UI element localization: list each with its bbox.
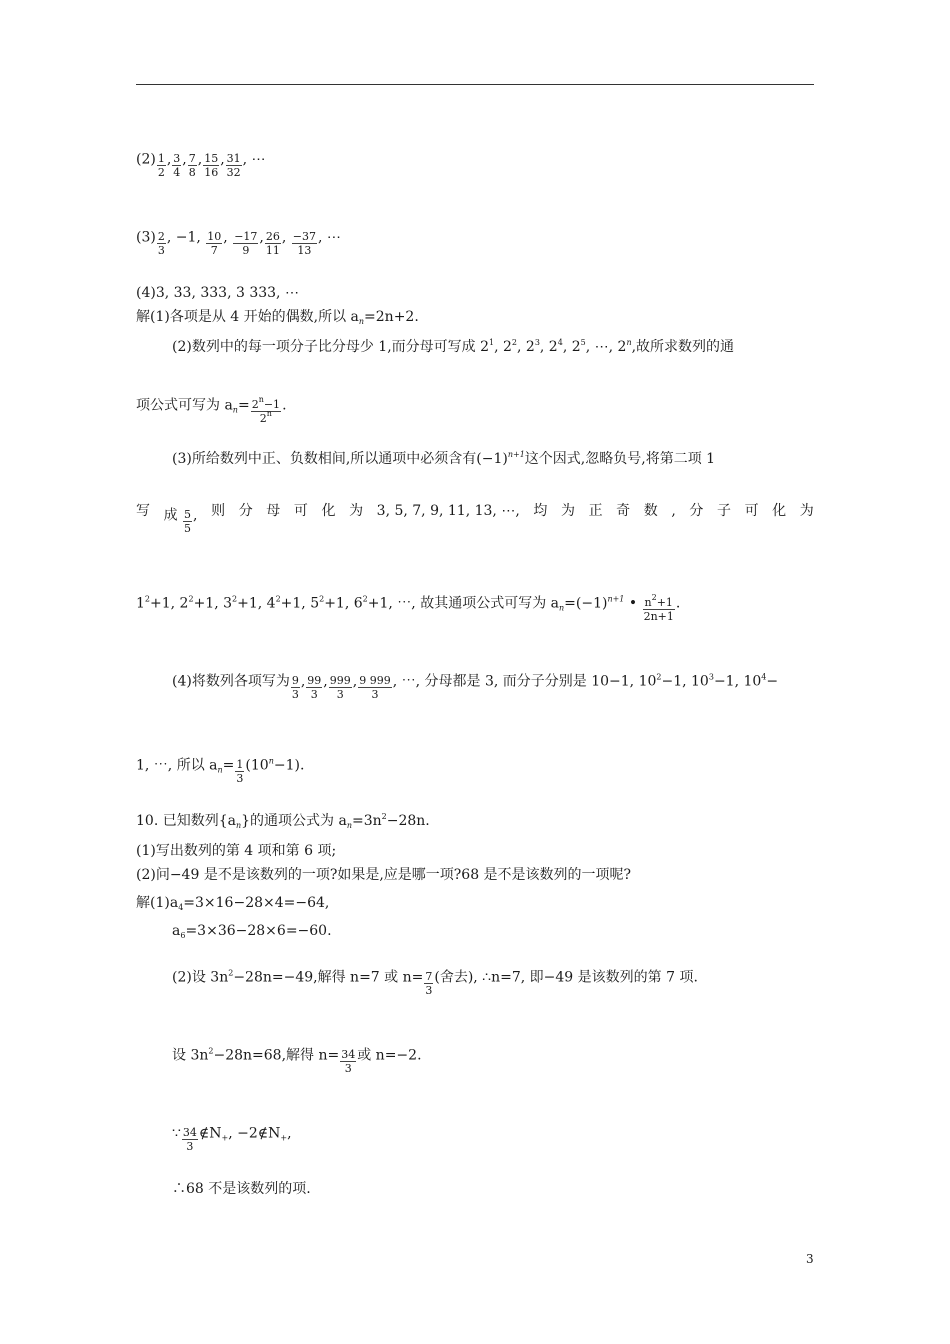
problem-10-a4: 设 $3n^2-28n=68$,解得 n= $\frac{34}{3}$ 或 n=−2. [172,1046,422,1075]
problem-10-a2: $a_6=3\times 36-28\times 6=-60$. [172,923,332,940]
problem-10-a6: ∴68 不是该数列的项. [172,1181,311,1197]
solution-1: 解(1)各项是从 4 开始的偶数,所以 $a_n=2n+2$. [136,309,419,326]
solution-4-formula: 1, ⋯, 所以 $a_n=$ $\frac{1}{3}$ $(10^n-1)$. [136,756,305,785]
problem-10-a5: ∵ $\frac{34}{3}$ $\notin N_+$, $-2\notin N_+$, [172,1125,292,1153]
solution-2-formula: 项公式可写为 $a_n=$ $\frac{2^n-1}{2^n}$ . [136,395,287,425]
problem-10-q1: (1)写出数列的第 4 项和第 6 项; [136,843,337,859]
problem-10-q2: (2)问−49 是不是该数列的一项?如果是,应是哪一项?68 是不是该数列的一项呢? [136,867,632,883]
fraction: $\frac{1}{2}$ [157,152,165,179]
solution-3-formula: $1^2+1$, $2^2+1$, $3^2+1$, $4^2+1$, $5^2+1$, $6^2+1$, ⋯, 故其通项公式可写为 $a_n=(-1)^{n+1}$ • $\frac{n^2+1}{2n+1}$ . [136,593,681,623]
sequence-3: (3) $\frac{2}{3}$ , −1, $\frac{10}{7}$ , $\frac{-17}{9}$ , $\frac{26}{11}$ , $\frac{-37}{13}$ , ⋯ [136,229,341,257]
problem-10-title: 10. 已知数列$\{a_n\}$的通项公式为 $a_n=3n^2-28n$. [136,812,430,830]
solution-2: (2)数列中的每一项分子比分母少 1,而分母可写成 $2^1$, $2^2$, $2^3$, $2^4$, $2^5$, ⋯, 2$^n$,故所求数列的通 [172,338,735,355]
solution-3-spread-line: 写 成 $\frac{5}{5}$ , 则 分 母 可 化 为 3, 5, 7, 9, 11, 13, ⋯, 均 为 正 奇 数 , 分 子 可 化 为 [136,503,814,535]
solution-4: (4)将数列各项写为 $\frac{9}{3}$ , $\frac{99}{3}$ , $\frac{999}{3}$ , $\frac{9 999}{3}$ , ⋯, 分母都是 3, 而分子分别是 10−1, $10^2-1$, $10^3-1$, $10^4-$ [172,672,779,701]
problem-10-a1: 解$(1)a_4=3\times 16-28\times 4=-64$, [136,895,330,912]
page-number: 3 [806,1252,814,1266]
header-rule [136,84,814,85]
solution-3: (3)所给数列中正、负数相间,所以通项中必须含有$(-1)^{n+1}$这个因式,忽略负号,将第二项 1 [172,450,716,467]
sequence-4: (4)3, 33, 333, 3 333, ⋯ [136,285,299,301]
sequence-2: (2) $\frac{1}{2}$ , $\frac{3}{4}$ , $\frac{7}{8}$ , $\frac{15}{16}$ , $\frac{31}{32}$ , ⋯ [136,151,266,179]
problem-10-a3: (2)设 $3n^2-28n=-49$,解得 n=7 或 n= $\frac{7}{3}$ (舍去), ∴n=7, 即−49 是该数列的第 7 项. [172,968,698,997]
